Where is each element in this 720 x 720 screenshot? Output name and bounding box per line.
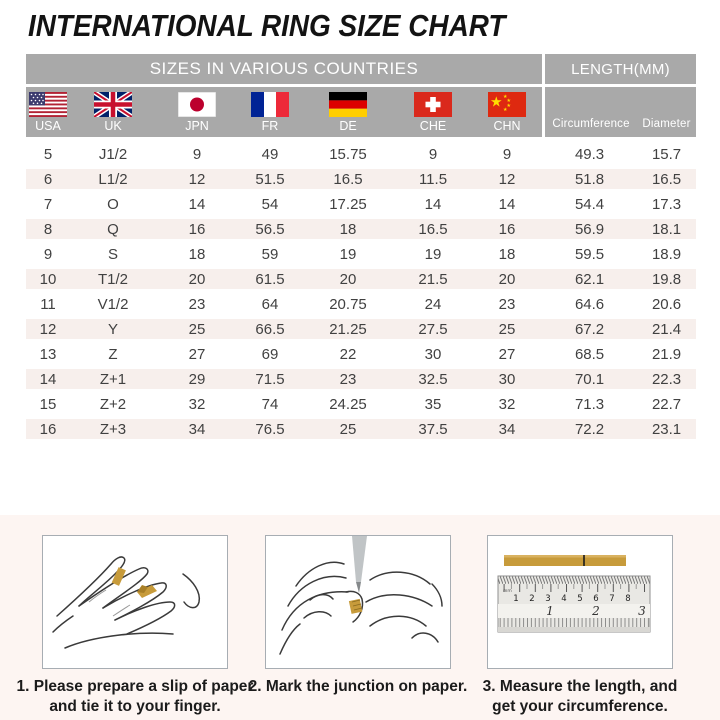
size-cell: 20 (472, 266, 542, 291)
svg-text:★: ★ (506, 103, 511, 109)
size-cell: 15.7 (637, 141, 696, 166)
size-cell: 21.4 (637, 316, 696, 341)
size-cell: 51.8 (542, 166, 637, 191)
size-cell: 27 (156, 341, 238, 366)
table-row (26, 391, 696, 416)
size-cell: 72.2 (542, 416, 637, 441)
country-code-fr: FR (261, 119, 279, 133)
size-cell: 12 (156, 166, 238, 191)
size-cell: 71.5 (238, 366, 302, 391)
size-cell: 34 (156, 416, 238, 441)
size-cell: 20 (156, 266, 238, 291)
size-cell: 18 (156, 241, 238, 266)
step1-illustration-box (42, 535, 228, 669)
size-cell: 21.5 (394, 266, 472, 291)
table-row (26, 216, 696, 241)
column-fr (238, 87, 302, 141)
table-row (26, 141, 696, 166)
size-cell: 62.1 (542, 266, 637, 291)
size-cell: 11 (26, 291, 70, 316)
svg-text:8: 8 (625, 594, 631, 604)
size-cell: T1/2 (70, 266, 156, 291)
sizes-header: SIZES IN VARIOUS COUNTRIES (26, 54, 542, 87)
size-cell: 16.5 (302, 166, 394, 191)
country-code-jpn: JPN (185, 119, 209, 133)
size-cell: 14 (156, 191, 238, 216)
column-uk (70, 87, 156, 141)
hand-with-paper-strip-icon (43, 536, 227, 668)
size-cell: 56.5 (238, 216, 302, 241)
measuring-instructions (0, 515, 720, 720)
step2-caption (238, 677, 478, 697)
country-code-uk: UK (104, 119, 122, 133)
size-cell: 68.5 (542, 341, 637, 366)
china-flag-icon (488, 92, 526, 117)
size-cell: 59.5 (542, 241, 637, 266)
size-cell: Z+1 (70, 366, 156, 391)
size-cell: 23.1 (637, 416, 696, 441)
size-cell: 16 (26, 416, 70, 441)
svg-text:★: ★ (490, 94, 503, 111)
country-header-row (26, 87, 696, 141)
size-cell: 18.1 (637, 216, 696, 241)
size-cell: 27.5 (394, 316, 472, 341)
step3-line2: get your circumference. (492, 698, 668, 715)
step2-line1: 2. Mark the junction on paper. (248, 678, 468, 695)
size-cell: 9 (26, 241, 70, 266)
size-cell: 74 (238, 391, 302, 416)
size-cell: Q (70, 216, 156, 241)
size-cell: S (70, 241, 156, 266)
size-cell: 6 (26, 166, 70, 191)
size-cell: 56.9 (542, 216, 637, 241)
step3-illustration-box (487, 535, 673, 669)
table-row (26, 316, 696, 341)
svg-text:mm: mm (503, 589, 512, 594)
size-cell: 21.9 (637, 341, 696, 366)
size-cell: 49 (238, 141, 302, 166)
svg-text:2: 2 (529, 594, 535, 604)
step3-line1: 3. Measure the length, and (482, 678, 678, 695)
table-row (26, 266, 696, 291)
svg-text:5: 5 (577, 594, 583, 604)
size-cell: 76.5 (238, 416, 302, 441)
svg-text:1: 1 (513, 594, 519, 604)
size-cell: L1/2 (70, 166, 156, 191)
size-cell: 66.5 (238, 316, 302, 341)
svg-text:3: 3 (638, 604, 646, 618)
column-che (394, 87, 472, 141)
size-cell: 67.2 (542, 316, 637, 341)
france-flag-icon (251, 92, 289, 117)
size-cell: 37.5 (394, 416, 472, 441)
step2-illustration-box (265, 535, 451, 669)
size-cell: Z+2 (70, 391, 156, 416)
size-cell: 8 (26, 216, 70, 241)
table-row (26, 191, 696, 216)
size-cell: 25 (472, 316, 542, 341)
size-cell: 20.6 (637, 291, 696, 316)
column-diameter: Diameter (637, 87, 696, 141)
size-cell: 16 (472, 216, 542, 241)
size-cell: 24.25 (302, 391, 394, 416)
size-cell: 69 (238, 341, 302, 366)
size-cell: 17.3 (637, 191, 696, 216)
size-cell: 22 (302, 341, 394, 366)
table-header-band (26, 54, 696, 87)
column-circumference: Circumference (542, 87, 637, 141)
column-jpn (156, 87, 238, 141)
size-cell: 64.6 (542, 291, 637, 316)
size-cell: 30 (394, 341, 472, 366)
size-cell: 5 (26, 141, 70, 166)
size-cell: 16 (156, 216, 238, 241)
size-cell: Z+3 (70, 416, 156, 441)
column-usa (26, 87, 70, 141)
size-cell: 18 (302, 216, 394, 241)
svg-text:6: 6 (593, 594, 599, 604)
table-row (26, 241, 696, 266)
switzerland-flag-icon (414, 92, 452, 117)
column-de (302, 87, 394, 141)
uk-flag-icon (94, 92, 132, 117)
size-cell: 15 (26, 391, 70, 416)
size-cell: 71.3 (542, 391, 637, 416)
size-cell: Y (70, 316, 156, 341)
japan-flag-icon (178, 92, 216, 117)
size-cell: 59 (238, 241, 302, 266)
size-cell: 17.25 (302, 191, 394, 216)
table-row (26, 291, 696, 316)
size-cell: 9 (156, 141, 238, 166)
size-cell: 54.4 (542, 191, 637, 216)
ruler-measurement-icon (488, 536, 672, 668)
size-cell: 32.5 (394, 366, 472, 391)
size-cell: 32 (156, 391, 238, 416)
svg-text:3: 3 (545, 594, 551, 604)
svg-text:★: ★ (503, 107, 508, 113)
size-cell: 7 (26, 191, 70, 216)
table-row (26, 366, 696, 391)
size-cell: 10 (26, 266, 70, 291)
size-cell: 14 (472, 191, 542, 216)
size-cell: 19 (302, 241, 394, 266)
size-cell: J1/2 (70, 141, 156, 166)
size-cell: O (70, 191, 156, 216)
size-cell: 35 (394, 391, 472, 416)
size-cell: 15.75 (302, 141, 394, 166)
table-row (26, 416, 696, 441)
size-cell: 12 (26, 316, 70, 341)
size-cell: 23 (156, 291, 238, 316)
size-cell: 49.3 (542, 141, 637, 166)
size-table-body (26, 141, 696, 441)
size-cell: 23 (302, 366, 394, 391)
svg-text:7: 7 (609, 594, 615, 604)
size-cell: 25 (156, 316, 238, 341)
step1-line2: and tie it to your finger. (49, 698, 221, 715)
size-cell: 16.5 (637, 166, 696, 191)
size-cell: 13 (26, 341, 70, 366)
size-cell: 18 (472, 241, 542, 266)
table-row (26, 166, 696, 191)
size-cell: 22.3 (637, 366, 696, 391)
size-cell: 30 (472, 366, 542, 391)
size-cell: 12 (472, 166, 542, 191)
size-cell: 14 (394, 191, 472, 216)
size-cell: V1/2 (70, 291, 156, 316)
step1-line1: 1. Please prepare a slip of paper (16, 678, 254, 695)
size-cell: 32 (472, 391, 542, 416)
size-cell: 19.8 (637, 266, 696, 291)
step1-caption (15, 677, 255, 717)
size-cell: 22.7 (637, 391, 696, 416)
step3-caption (460, 677, 700, 717)
size-cell: 18.9 (637, 241, 696, 266)
size-cell: 61.5 (238, 266, 302, 291)
size-cell: 16.5 (394, 216, 472, 241)
country-code-chn: CHN (493, 119, 521, 133)
size-cell: 34 (472, 416, 542, 441)
usa-flag-icon (29, 92, 67, 117)
size-cell: 27 (472, 341, 542, 366)
size-cell: 21.25 (302, 316, 394, 341)
size-cell: 51.5 (238, 166, 302, 191)
size-cell: 9 (472, 141, 542, 166)
size-cell: 25 (302, 416, 394, 441)
size-cell: 14 (26, 366, 70, 391)
length-header: LENGTH(MM) (542, 54, 696, 87)
size-cell: Z (70, 341, 156, 366)
size-cell: 23 (472, 291, 542, 316)
size-cell: 64 (238, 291, 302, 316)
size-cell: 70.1 (542, 366, 637, 391)
size-cell: 29 (156, 366, 238, 391)
ring-size-table (26, 54, 696, 441)
size-cell: 54 (238, 191, 302, 216)
page-title: INTERNATIONAL RING SIZE CHART (28, 8, 506, 43)
table-row (26, 341, 696, 366)
country-code-de: DE (339, 119, 357, 133)
size-cell: 24 (394, 291, 472, 316)
size-cell: 9 (394, 141, 472, 166)
country-code-usa: USA (35, 119, 61, 133)
svg-text:4: 4 (561, 594, 567, 604)
svg-text:★: ★ (506, 98, 511, 104)
germany-flag-icon (329, 92, 367, 117)
size-cell: 19 (394, 241, 472, 266)
svg-text:2: 2 (592, 604, 600, 618)
column-chn (472, 87, 542, 141)
size-cell: 20 (302, 266, 394, 291)
size-cell: 20.75 (302, 291, 394, 316)
country-code-che: CHE (419, 119, 447, 133)
size-cell: 11.5 (394, 166, 472, 191)
svg-text:1: 1 (546, 604, 554, 618)
marking-paper-with-pen-icon (266, 536, 450, 668)
svg-text:★: ★ (503, 94, 508, 100)
